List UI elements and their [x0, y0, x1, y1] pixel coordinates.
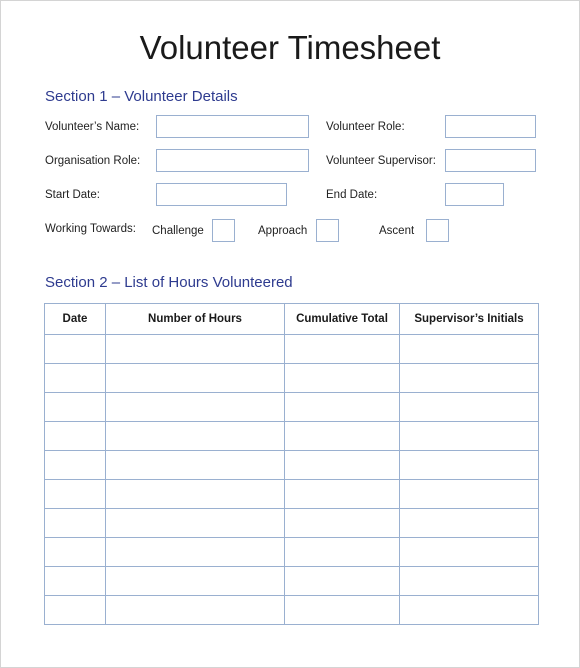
- table-row: [45, 335, 539, 364]
- cumulative-cell[interactable]: [285, 422, 400, 451]
- table-row: [45, 451, 539, 480]
- hours-cell[interactable]: [106, 451, 285, 480]
- date-cell[interactable]: [45, 480, 106, 509]
- hours-cell[interactable]: [106, 567, 285, 596]
- page-title: Volunteer Timesheet: [139, 29, 441, 66]
- hours-cell[interactable]: [106, 335, 285, 364]
- date-cell[interactable]: [45, 567, 106, 596]
- date-cell[interactable]: [45, 422, 106, 451]
- cumulative-cell[interactable]: [285, 393, 400, 422]
- hours-cell[interactable]: [106, 393, 285, 422]
- date-cell[interactable]: [45, 335, 106, 364]
- table-row: [45, 567, 539, 596]
- column-header-supervisor-initials: Supervisor’s Initials: [400, 304, 539, 335]
- section-1-heading: Section 1 – Volunteer Details: [45, 88, 238, 105]
- cumulative-cell[interactable]: [285, 596, 400, 625]
- initials-cell[interactable]: [400, 509, 539, 538]
- table-row: [45, 509, 539, 538]
- column-header-cumulative-total: Cumulative Total: [285, 304, 400, 335]
- ascent-option-label: Ascent: [379, 225, 415, 237]
- challenge-option-label: Challenge: [152, 225, 204, 237]
- table-header-row: [45, 304, 539, 335]
- initials-cell[interactable]: [400, 596, 539, 625]
- approach-option-label: Approach: [258, 225, 308, 237]
- hours-cell[interactable]: [106, 480, 285, 509]
- table-row: [45, 596, 539, 625]
- organisation-role-field[interactable]: [156, 149, 309, 172]
- volunteer-name-label: Volunteer’s Name:: [45, 121, 140, 133]
- hours-table: [44, 303, 539, 625]
- hours-cell[interactable]: [106, 538, 285, 567]
- cumulative-cell[interactable]: [285, 480, 400, 509]
- date-cell[interactable]: [45, 509, 106, 538]
- table-row: [45, 480, 539, 509]
- initials-cell[interactable]: [400, 567, 539, 596]
- challenge-checkbox[interactable]: [212, 219, 235, 242]
- hours-cell[interactable]: [106, 364, 285, 393]
- column-header-number-of-hours: Number of Hours: [106, 304, 285, 335]
- start-date-label: Start Date:: [45, 189, 100, 201]
- ascent-checkbox[interactable]: [426, 219, 449, 242]
- date-cell[interactable]: [45, 538, 106, 567]
- organisation-role-label: Organisation Role:: [45, 155, 141, 167]
- initials-cell[interactable]: [400, 538, 539, 567]
- cumulative-cell[interactable]: [285, 538, 400, 567]
- table-row: [45, 393, 539, 422]
- volunteer-name-field[interactable]: [156, 115, 309, 138]
- hours-table-body: [45, 335, 539, 625]
- volunteer-role-field[interactable]: [445, 115, 536, 138]
- cumulative-cell[interactable]: [285, 567, 400, 596]
- initials-cell[interactable]: [400, 422, 539, 451]
- initials-cell[interactable]: [400, 364, 539, 393]
- initials-cell[interactable]: [400, 451, 539, 480]
- end-date-field[interactable]: [445, 183, 504, 206]
- date-cell[interactable]: [45, 596, 106, 625]
- cumulative-cell[interactable]: [285, 451, 400, 480]
- initials-cell[interactable]: [400, 393, 539, 422]
- hours-cell[interactable]: [106, 596, 285, 625]
- cumulative-cell[interactable]: [285, 335, 400, 364]
- table-row: [45, 538, 539, 567]
- table-row: [45, 422, 539, 451]
- column-header-date: Date: [45, 304, 106, 335]
- hours-cell[interactable]: [106, 422, 285, 451]
- date-cell[interactable]: [45, 451, 106, 480]
- table-row: [45, 364, 539, 393]
- volunteer-role-label: Volunteer Role:: [326, 121, 405, 133]
- date-cell[interactable]: [45, 393, 106, 422]
- date-cell[interactable]: [45, 364, 106, 393]
- cumulative-cell[interactable]: [285, 509, 400, 538]
- initials-cell[interactable]: [400, 480, 539, 509]
- volunteer-supervisor-label: Volunteer Supervisor:: [326, 155, 436, 167]
- initials-cell[interactable]: [400, 335, 539, 364]
- end-date-label: End Date:: [326, 189, 378, 201]
- volunteer-supervisor-field[interactable]: [445, 149, 536, 172]
- approach-checkbox[interactable]: [316, 219, 339, 242]
- start-date-field[interactable]: [156, 183, 287, 206]
- working-towards-label: Working Towards:: [45, 223, 136, 235]
- cumulative-cell[interactable]: [285, 364, 400, 393]
- hours-cell[interactable]: [106, 509, 285, 538]
- section-2-heading: Section 2 – List of Hours Volunteered: [45, 274, 293, 291]
